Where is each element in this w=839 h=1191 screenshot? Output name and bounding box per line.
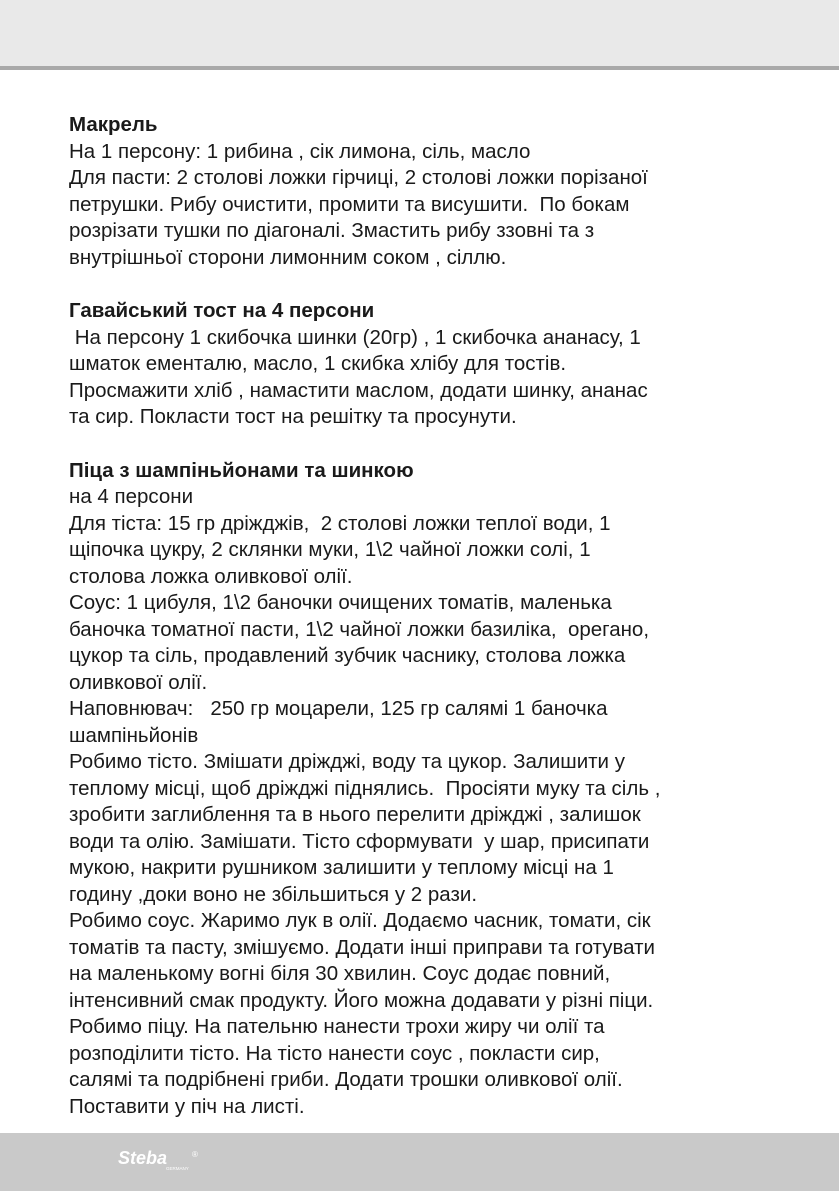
recipe-line: розрізати тушки по діагоналі. Змастить рибу ззовні та з xyxy=(69,219,595,242)
recipe-line: Соус: 1 цибуля, 1\2 баночки очищених томатів, маленька xyxy=(69,591,612,614)
recipe-line: Для тіста: 15 гр дріжджів, 2 столові ложки теплої води, 1 xyxy=(69,511,611,535)
recipe-line: та сир. Покласти тост на решітку та просунути. xyxy=(69,405,517,428)
recipe-line: Робимо соус. Жаримо лук в олії. Додаємо часник, томати, сік xyxy=(69,909,651,932)
recipe-line: Просмажити хліб , намастити маслом, додати шинку, ананас xyxy=(69,378,648,402)
recipe-line: внутрішньої сторони лимонним соком , сіллю. xyxy=(69,245,507,269)
recipe-mushroom-pizza xyxy=(69,458,799,1121)
logo-wordmark: Steba xyxy=(118,1149,168,1168)
steba-logo-mark xyxy=(118,1149,204,1171)
recipe-line: томатів та пасту, змішуємо. Додати інші приправи та готувати xyxy=(69,935,655,959)
recipe-line: баночка томатної пасти, 1\2 чайної ложки базиліка, орегано, xyxy=(69,617,650,641)
recipe-line: шампіньйонів xyxy=(69,723,199,747)
recipe-line: Робимо тісто. Змішати дріжджі, воду та цукор. Залишити у xyxy=(69,750,625,773)
recipe-mackerel xyxy=(69,112,799,271)
recipe-title: Макрель xyxy=(69,113,158,136)
recipe-line: годину ,доки воно не збільшиться у 2 рази. xyxy=(69,882,478,906)
recipe-line: на маленькому вогні біля 30 хвилин. Соус додає повний, xyxy=(69,962,611,985)
recipe-line: щіпочка цукру, 2 склянки муки, 1\2 чайної ложки солі, 1 xyxy=(69,538,591,561)
recipe-line: зробити заглиблення та в нього перелити дріжджі , залишок xyxy=(69,803,641,826)
recipe-line: на 4 персони xyxy=(69,485,194,508)
recipe-line: петрушки. Рибу очистити, промити та висушити. По бокам xyxy=(69,192,630,216)
recipe-line: води та олію. Замішати. Тісто сформувати у шар, присипати xyxy=(69,829,650,853)
recipe-line: Для пасти: 2 столові ложки гірчиці, 2 столові ложки порізаної xyxy=(69,166,648,189)
recipe-line: шматок ементалю, масло, 1 скибка хлібу для тостів. xyxy=(69,352,567,375)
recipe-title: Піца з шампіньйонами та шинкою xyxy=(69,458,414,482)
header-rule xyxy=(0,66,839,70)
recipe-line: столова ложка оливкової олії. xyxy=(69,564,353,588)
steba-logo xyxy=(118,1149,204,1171)
recipe-title: Гавайський тост на 4 персони xyxy=(69,299,375,322)
recipe-line: Робимо піцу. На пательню нанести трохи жиру чи олії та xyxy=(69,1015,605,1038)
recipe-line: Наповнювач: 250 гр моцарели, 125 гр салямі 1 баночка xyxy=(69,697,608,720)
header-band xyxy=(0,0,839,66)
recipe-line: теплому місці, щоб дріжджі піднялись. Просіяти муку та сіль , xyxy=(69,776,661,800)
recipe-line: На 1 персону: 1 рибина , сік лимона, сіль, масло xyxy=(69,139,531,163)
recipe-hawaiian-toast xyxy=(69,298,799,431)
recipe-line: Поставити у піч на листі. xyxy=(69,1094,305,1118)
recipe-page-content xyxy=(69,112,799,1147)
recipe-line: оливкової олії. xyxy=(69,670,208,694)
recipe-line: інтенсивний смак продукту. Його можна додавати у різні піци. xyxy=(69,988,654,1012)
recipe-line: На персону 1 скибочка шинки (20гр) , 1 скибочка ананасу, 1 xyxy=(69,325,641,349)
recipe-line: мукою, накрити рушником залишити у теплому місці на 1 xyxy=(69,856,614,879)
logo-tagline: GERMANY xyxy=(166,1166,189,1171)
recipe-line: салямі та подрібнені гриби. Додати трошки оливкової олії. xyxy=(69,1068,623,1091)
recipe-line: розподілити тісто. На тісто нанести соус , покласти сир, xyxy=(69,1041,600,1065)
logo-registered-mark: ® xyxy=(192,1150,198,1159)
recipe-line: цукор та сіль, продавлений зубчик часнику, столова ложка xyxy=(69,644,626,667)
